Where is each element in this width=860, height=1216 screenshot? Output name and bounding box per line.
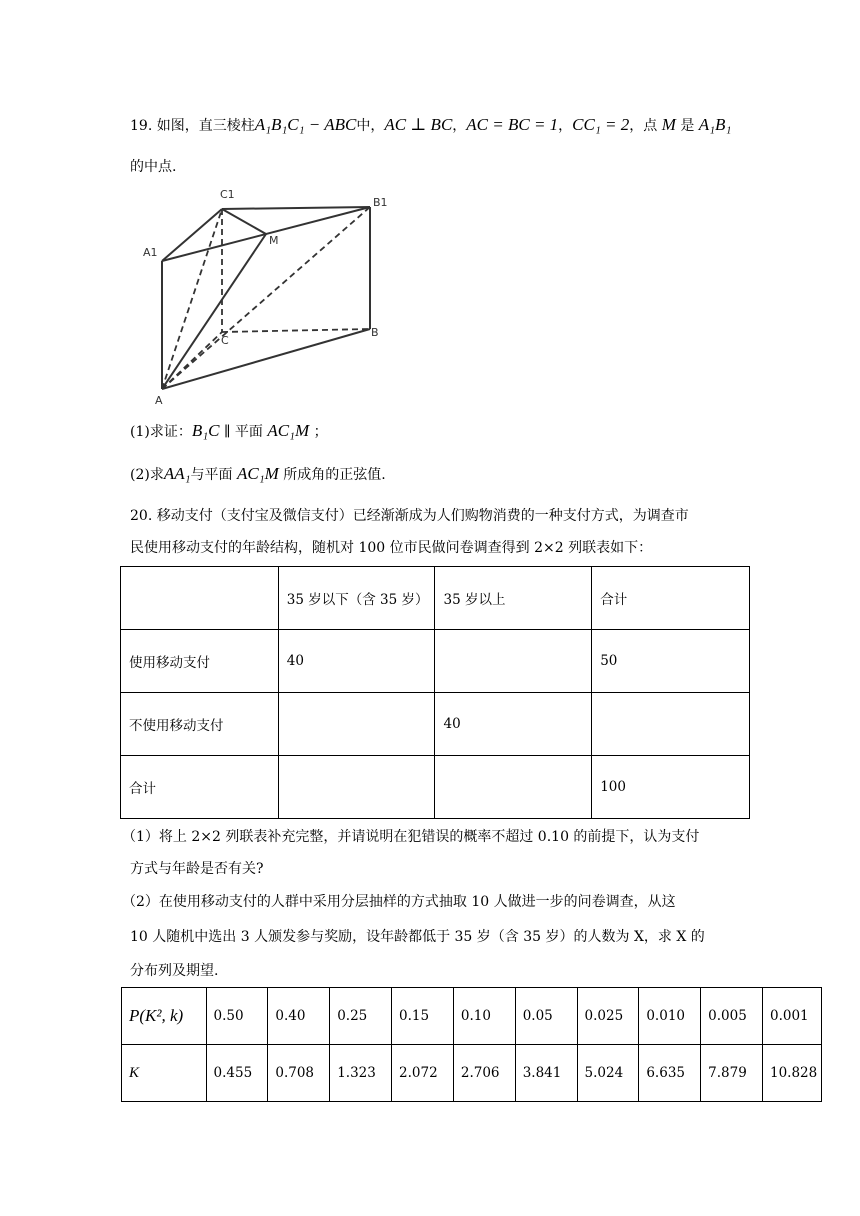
label-a: A — [155, 394, 163, 407]
p-label: P(K², k) — [129, 1006, 184, 1025]
k-label: K — [129, 1064, 140, 1081]
table-cell: 3.841 — [515, 1045, 577, 1102]
q19-prism: A₁B₁C₁ − ABC — [254, 115, 357, 134]
q19-comma1: ， — [452, 118, 467, 134]
table-cell: 6.635 — [639, 1045, 701, 1102]
q19-is-text: 是 — [680, 118, 695, 134]
q19-point: M — [661, 115, 676, 134]
table-cell: 合计 — [121, 756, 279, 819]
table-cell: 0.455 — [206, 1045, 268, 1102]
table-row — [121, 756, 750, 819]
q20-part2-line1: （2）在使用移动支付的人群中采用分层抽样的方式抽取 10 人做进一步的问卷调查，从这 — [122, 894, 676, 910]
q19-point-text: ，点 — [629, 118, 658, 134]
q19-p2-end: 所成角的正弦值. — [283, 467, 386, 483]
q19-cond3: CC₁ = 2 — [572, 115, 630, 134]
table-cell: 0.40 — [268, 988, 330, 1045]
label-b1: B1 — [373, 196, 388, 209]
q20-line2: 民使用移动支付的年龄结构，随机对 100 位市民做问卷调查得到 2×2 列联表如下： — [130, 540, 653, 556]
q19-p1-b: AC₁M — [267, 421, 310, 440]
table-cell: 100 — [592, 756, 750, 819]
table-row — [121, 693, 750, 756]
table-cell: 0.05 — [515, 988, 577, 1045]
table-cell: 40 — [278, 630, 435, 693]
q19-cond2: AC = BC = 1 — [466, 115, 559, 134]
table-cell: 35 岁以下（含 35 岁） — [278, 567, 435, 630]
label-b: B — [371, 326, 379, 339]
q19-comma2: ， — [558, 118, 573, 134]
table-cell: 40 — [435, 693, 592, 756]
q19-line2: 的中点. — [130, 159, 177, 175]
q20-part2-line3: 分布列及期望. — [130, 963, 219, 979]
table-cell: 2.072 — [392, 1045, 454, 1102]
table-cell: 7.879 — [701, 1045, 763, 1102]
q19-part2 — [130, 463, 386, 486]
table-row — [122, 988, 822, 1045]
edge-c1-b1 — [222, 207, 370, 209]
q19-line1 — [130, 114, 731, 137]
contingency-table — [120, 566, 750, 819]
q19-cond1: AC ⊥ BC — [384, 115, 453, 134]
q19-p2-b: AC₁M — [236, 464, 279, 483]
q20-part1-line2: 方式与年龄是否有关? — [130, 861, 264, 877]
table-cell — [592, 693, 750, 756]
label-c: C — [221, 334, 229, 347]
table-cell: 50 — [592, 630, 750, 693]
q19-number: 19. — [130, 118, 153, 134]
table-cell: 0.15 — [392, 988, 454, 1045]
q20-line1: 20. 移动支付（支付宝及微信支付）已经渐渐成为人们购物消费的一种支付方式，为调查市 — [130, 508, 689, 524]
q19-p2-mid: 与平面 — [190, 467, 233, 483]
table-row — [121, 567, 750, 630]
prism-figure — [140, 186, 400, 408]
table-cell: 0.10 — [453, 988, 515, 1045]
table-cell: 0.50 — [206, 988, 268, 1045]
row-label-k — [122, 1045, 207, 1102]
table-cell: 不使用移动支付 — [121, 693, 279, 756]
table-cell — [278, 693, 435, 756]
table-cell — [435, 630, 592, 693]
row-label-p — [122, 988, 207, 1045]
table-cell — [278, 756, 435, 819]
label-c1: C1 — [220, 188, 235, 201]
q19-p1-a: B₁C — [191, 421, 220, 440]
table-cell: 2.706 — [453, 1045, 515, 1102]
table-cell: 10.828 — [763, 1045, 822, 1102]
q19-seg: A₁B₁ — [698, 115, 732, 134]
edge-c1-m — [222, 209, 266, 234]
table-cell: 合计 — [592, 567, 750, 630]
table-cell: 35 岁以上 — [435, 567, 592, 630]
q19-p1-mid: 平面 — [234, 424, 263, 440]
q19-p2-prefix: (2)求 — [130, 467, 164, 483]
q19-p1-end: ； — [313, 424, 328, 440]
q19-in: 中， — [356, 118, 385, 134]
table-cell — [435, 756, 592, 819]
q19-p1-prefix: (1)求证： — [130, 424, 192, 440]
q20-part1-line1: （1）将上 2×2 列联表补充完整，并请说明在犯错误的概率不超过 0.10 的前提下，认为支付 — [122, 829, 700, 845]
table-cell — [121, 567, 279, 630]
edge-c-b-dashed — [222, 329, 370, 332]
q19-intro: 如图，直三棱柱 — [156, 118, 255, 134]
q19-p2-a: AA₁ — [163, 464, 191, 483]
q19-part1 — [130, 420, 328, 443]
label-a1: A1 — [143, 246, 158, 259]
critical-value-table — [121, 987, 822, 1102]
table-cell: 1.323 — [330, 1045, 392, 1102]
q19-p1-parallel: ∥ — [223, 424, 231, 440]
table-cell: 0.005 — [701, 988, 763, 1045]
table-cell: 0.708 — [268, 1045, 330, 1102]
q20-part2-line2: 10 人随机中选出 3 人颁发参与奖励，设年龄都低于 35 岁（含 35 岁）的人数为 X，求 X 的 — [130, 929, 705, 945]
label-m: M — [269, 234, 279, 247]
table-cell: 0.001 — [763, 988, 822, 1045]
table-cell: 0.25 — [330, 988, 392, 1045]
table-cell: 5.024 — [577, 1045, 639, 1102]
table-cell: 使用移动支付 — [121, 630, 279, 693]
table-row — [122, 1045, 822, 1102]
table-cell: 0.025 — [577, 988, 639, 1045]
table-row — [121, 630, 750, 693]
table-cell: 0.010 — [639, 988, 701, 1045]
